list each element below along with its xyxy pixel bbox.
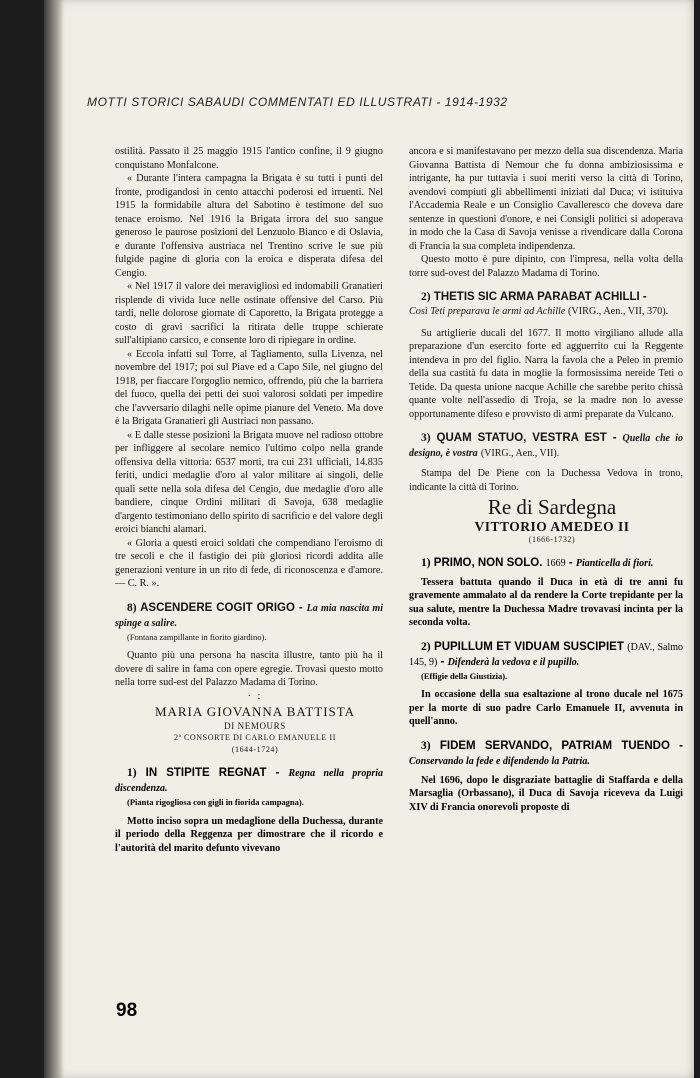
motto-heading: 3) QUAM STATUO, VESTRA EST - Quella che io designo, è vostra (VIRG., Aen., VII). [409,432,683,459]
motto-text: Stampa del De Piene con la Duchessa Vedova in trono, indicante la città di Torino. [409,468,683,493]
book-page [44,0,694,1078]
motto-source: (VIRG., Aen., VII, 370). [567,306,669,317]
motto-number: 3) [421,739,431,752]
paragraph: « E dalle stesse posizioni la Brigata muove nel radioso ottobre per infliggere al secolare nemico l'ultimo colpo nella grande offensiva della vittoria: 6537 morti, tra cui 231 ufficiali, 14.835 feriti, undici medaglie d'oro al valor militare ai singoli, delle quali sette nella sola difesa del Cengio, due medaglie d'oro alle bandiere, cinque Ordini militari di Savoja, 638 medaglie d'argento testimoniano dello spirito di sacrificio e del valore degli eroici bianchi alamari. [115,429,383,535]
motto-text: In occasione della sua esaltazione al trono ducale nel 1675 per la morte di suo padre Carlo Emanuele II, avvenuta in quell'anno. [409,689,683,727]
motto-translation: Regna nella propria discendenza. [115,768,383,794]
book-spine-shadow [44,0,64,1078]
motto-heading: 2) PUPILLUM ET VIDUAM SUSCIPIET (DAV., Salmo 145, 9) - Difenderà la vedova e il pupillo. [409,640,684,668]
motto-title: QUAM STATUO, VESTRA EST [436,432,607,444]
paragraph: « Nel 1917 il valore dei meravigliosi ed indomabili Granatieri risplende di vivida luce nelle ostinate offensive del Carso. Più tardi, nelle dolorose giornate di Caporetto, la Brigata protegge a costo di gravi sacrifici la ritirata delle truppe schierate sull'altipiano carsico, e consente loro di ripiegare in ordine. [115,281,383,346]
motto-heading: 1) IN STIPITE REGNAT - Regna nella propria discendenza. [115,767,383,794]
motto-source: (DAV., Salmo 145, 9) [409,641,684,668]
right-column [409,145,683,814]
person-name: MARIA GIOVANNA BATTISTA [154,704,356,719]
motto-text: Quanto più una persona ha nascita illustre, tanto più ha il dovere di salire in fama con opere egregie. Trovasi questo motto nella torre sud-est del Palazzo Madama di Torino. [115,650,383,688]
king-name: VITTORIO AMEDEO II [474,519,630,534]
motto-number: 1) [421,556,431,569]
motto-title: THETIS SIC ARMA PARABAT ACHILLI [433,291,640,303]
motto-translation: Quella che io designo, è vostra [409,433,683,459]
motto-translation-line [409,305,683,319]
person-role: 2ª CONSORTE DI CARLO EMANUELE II [173,733,337,742]
motto-title: IN STIPITE REGNAT [145,767,267,779]
paragraph: Questo motto è pure dipinto, con l'impresa, nella volta della torre sud-ovest del Palazzo Madama di Torino. [409,254,683,279]
motto-text: Nel 1696, dopo le disgraziate battaglie di Staffarda e della Marsaglia (Orbassano), il Duca di Savoja riceveva da Luigi XIV di Francia onorevoli proposte di [409,774,683,813]
motto-translation: Conservando la fede e difendendo la Patria. [409,755,590,767]
motto-title: PUPILLUM ET VIDUAM SUSCIPIET [434,640,624,653]
motto-heading: 8) ASCENDERE COGIT ORIGO - La mia nascita mi spinge a salire. [115,601,383,629]
motto-translation: La mia nascita mi spinge a salire. [115,602,383,629]
motto-date: 1669 [545,557,566,569]
left-column [115,145,383,855]
person-house: DI NEMOURS [224,721,286,731]
motto-note: (Fontana zampillante in fiorito giardino). [127,631,267,642]
paragraph: « Eccola infatti sul Torre, al Tagliamento, sulla Livenza, nel novembre del 1917; poi sul Piave ed a Capo Sile, nel giugno del 1918, per fiaccare l'orgoglio nemico, offrendo, più che la barriera del fuoco, quella dei petti dei suoi valorosi soldati per impedire che l'avversario dilaghi nelle opime pianure del Veneto. Ma dove è la Brigata Granatieri gli Austriaci non passano. [115,348,383,427]
motto-text: Su artiglierie ducali del 1677. Il motto virgiliano allude alla preparazione d'un esercito forte ed agguerrito cui la Reggente intendeva in pro del figlio. Narra la favola che a Peleo in premio della sua castità fu data in moglie la formosissima nereide Teti o Tetide. Da questa unione nacque Achille che sarebbe perito chissà quante volte nell'assedio di Troja, se la madre non lo avesse opportunamente difeso e provvisto di armi preparate da Vulcano. [409,327,683,420]
ornament-dots: · : [247,690,263,702]
paragraph: « Durante l'intera campagna la Brigata è su tutti i punti del fronte, prodigandosi in cento attacchi poderosi ed irruenti. Nel 1915 la formidabile altura del Sabotino è testimone del suo tenace eroismo. Nel 1916 la Brigata irrora del suo sangue generoso le paurose posizioni del Lenzuolo Bianco e di Oslavia, e durante l'offensiva austriaca nel Trentino scrive le sue più fulgide pagine di gloria con la eroica e disperata difesa del Cengio. [115,173,383,279]
motto-title: PRIMO, NON SOLO. [433,556,543,569]
motto-translation: Pianticella di fiori. [575,557,654,569]
motto-title: ASCENDERE COGIT ORIGO [140,601,295,614]
motto-heading: 3) FIDEM SERVANDO, PATRIAM TUENDO - Conservando la fede e difendendo la Patria. [409,739,683,767]
section-title: Re di Sardegna [487,495,617,519]
motto-source: (VIRG., Aen., VII). [480,448,560,459]
motto-number: 3) [421,432,431,444]
motto-translation: Difenderà la vedova e il pupillo. [447,656,580,668]
paragraph: ancora e si manifestavano per mezzo della sua discendenza. Maria Giovanna Battista di Nemour che fu donna ambiziosissima e intrigante, ha pur tuttavia i suoi meriti verso la città di Torino, avendovi compiuti gli abbellimenti iniziati dal Duca; vi istituiva l'Accademia Reale e un Consiglio Cavalleresco che doveva dare sentenze in questioni d'onore, e nei Consigli politici si adoperava in modo che la Casa di Savoja venisse a rivendicare dalla Corona di Francia la sua completa indipendenza. [409,146,683,252]
motto-translation: Così Teti preparava le armi ad Achille [409,306,566,317]
king-years: (1666-1732) [528,534,576,544]
motto-number: 2) [421,640,431,653]
motto-text: Motto inciso sopra un medaglione della Duchessa, durante il periodo della Reggenza per dimostrare che il ricordo e l'autorità del marito defunto vivevano [115,815,383,854]
motto-heading: 2) THETIS SIC ARMA PARABAT ACHILLI - [421,291,647,303]
page-number: 98 [116,1000,138,1021]
motto-note: (Pianta rigogliosa con gigli in fiorida campagna). [127,797,304,807]
paragraph: ostilità. Passato il 25 maggio 1915 l'antico confine, il 9 giugno conquistano Monfalcone. [115,146,383,171]
motto-number: 8) [127,601,137,614]
motto-title: FIDEM SERVANDO, PATRIAM TUENDO [439,739,670,752]
motto-note: (Effigie della Giustizia). [421,670,508,681]
motto-number: 2) [421,291,431,303]
motto-heading: 1) PRIMO, NON SOLO. 1669 - Pianticella di fiori. [421,556,654,569]
motto-number: 1) [127,767,137,779]
motto-text: Tessera battuta quando il Duca in età di tre anni fu gravemente ammalato al da rendere la Corte trepidante per la sua salute, mentre la Duchessa Madre trovavasi incinta per la seconda volta. [409,576,683,628]
running-head: MOTTI STORICI SABAUDI COMMENTATI ED ILLUSTRATI - 1914-1932 [87,95,508,109]
paragraph: « Gloria a questi eroici soldati che compendiano l'eroismo di tre secoli e che il fastigio dei più gloriosi ricordi addita alle generazioni venture in un rito di fede, di riconoscenza e d'amore. — C. R. ». [115,537,383,589]
person-years: (1644-1724) [231,745,279,754]
